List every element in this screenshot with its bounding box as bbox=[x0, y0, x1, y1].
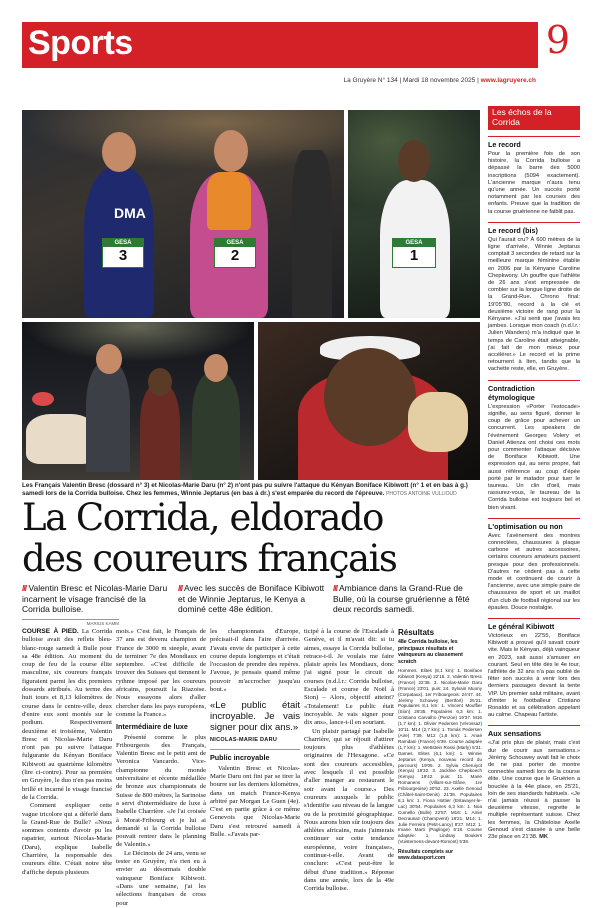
section-banner bbox=[22, 22, 538, 68]
caption-text: Les Français Valentin Bresc (dossard n° 3) et Nicolas-Marie Daru (n° 2) n'ont pas pu suivre l'attaque du Kényan Boniface Kibiwott (n° 1 et en bas à g.) samedi lors de la Corrida bulloise. Chez les femmes, Winnie Jeptarus (en bas à dr.) s'est emparée du record de l'épreuve. bbox=[22, 482, 468, 497]
issue-meta-text: La Gruyère N° 134 | Mardi 18 novembre 2025 | bbox=[343, 77, 481, 84]
page-number: 9 bbox=[545, 18, 571, 62]
echo-text: Qui l'aurait cru? À 600 mètres de la ligne d'arrivée, Winnie Jeptarus comptait 3 secondes de retard sur la meilleure marque féminine établie en 2006 par la Kényane Caroline Chepkwony. Un gouffre que l'athlète de 26 ans s'est empressée de combler sur la longue ligne droite de la Grand-Rue. Chrono final: 19'05''80, record à la clé et deuxième victoire de rang pour la Kényane. «J'ai senti que j'avais les jambes. Lorsque mon coach (n.d.l.r.: Julien Wanders) m'a indiqué que le temps de Caroline était atteignable, j'ai fait de mon mieux pour accélérer.» Le record et la prime retournent à Iten, tandis que la vachette reste, elle, en Gruyère. bbox=[488, 236, 580, 373]
subhead-marker: /// bbox=[178, 583, 183, 593]
article-headline bbox=[22, 497, 482, 579]
echo-text: L'expression «Porter l'estocade» signifie, au sens figuré, donner le coup de grâce pour achever un concurrent. Les speakers de l'événement Georges Volery et Daniel Atienza ont choisi ces mots pour commenter l'attaque décisive de Boniface Kibiwott. Une expression qui, au sens propre, fait aussi référence au coup d'épée porté par le matador pour tuer le taureau. Un clin d'œil, mais rassurez-vous, le taureau de la Corrida bulloise est toujours bel et bien vivant. bbox=[488, 403, 580, 511]
echo-heading: Contradiction étymologique bbox=[488, 380, 580, 402]
headline-line-2: des coureurs français bbox=[22, 537, 397, 580]
bib-number: 1 bbox=[409, 247, 419, 264]
results-title: Résultats bbox=[398, 628, 435, 637]
sidebar-echos bbox=[488, 106, 580, 888]
paragraph: Le Décinois de 24 ans, venu se tester en Gruyère, n'a rien eu à envier au désormais double vainqueur Boniface Kibiwott. «Dans une semaine, j'ai les sélections françaises de cross pour bbox=[116, 849, 206, 907]
photo-runners-race bbox=[22, 110, 344, 318]
intertitle: Public incroyable bbox=[210, 753, 270, 763]
photo-kibiwott bbox=[348, 110, 480, 318]
bib-brand: GESA bbox=[393, 239, 435, 247]
echo-item bbox=[488, 618, 580, 719]
paragraph: Un plaisir partagé par Isabelle Charrière, qui se réjouit d'attirer toujours plus d'athlètes originaires de l'Hexagone. «Ce sont des coureurs accessibles, avec lesquels il est possible d'aller manger au restaurant le soir avant la course.» Des coureurs auxquels le public s'identifie «au niveau de la langue ou de la proximité géographique. Nous aurons bien sûr toujours des athlètes africains, mais j'aimerais continuer sur cette tendance européenne, voire française», continue-t-elle. Avant de conclure: «C'est peut-être le début d'une tradition.» Réponse dans une année, lors de la 49e Corrida bulloise. bbox=[304, 727, 394, 893]
photo-credit: PHOTOS ANTOINE VULLIOUD bbox=[386, 491, 457, 497]
subhead-3 bbox=[333, 583, 483, 615]
echo-heading: Le record bbox=[488, 136, 580, 149]
quote-text: «Le public était incroyable. Je vais signer pour dix ans.» bbox=[210, 700, 300, 734]
bib-number: 3 bbox=[118, 247, 128, 264]
echo-signature: MK bbox=[539, 834, 548, 841]
body-column-3 bbox=[210, 628, 300, 884]
body-column-1 bbox=[22, 628, 112, 884]
subhead-1 bbox=[22, 583, 172, 615]
sidebar-title: Les échos de la Corrida bbox=[488, 106, 580, 130]
page-header bbox=[22, 18, 578, 84]
results-box bbox=[398, 628, 482, 886]
bib-brand: GESA bbox=[215, 239, 255, 247]
subhead-text: Ambiance dans la Grand-Rue de Bulle, où la course gruérienne a fêté deux records samedi. bbox=[333, 583, 470, 614]
subhead-2 bbox=[178, 583, 328, 615]
echo-item bbox=[488, 136, 580, 216]
echo-text: Avec l'avènement des montres connectées, chaussures à plaque carbone et autres accessoires, certains coureurs amateurs passent presque pour des professionnels. D'autres ne cèdent pas à cette mode et continuent de courir à l'ancienne, avec une simple paire de chaussures de sport et un maillot d'un club de football régional sur les épaules. Douce nostalgie. bbox=[488, 532, 580, 611]
results-footer: Résultats complets sur www.datasport.com bbox=[398, 849, 454, 862]
headline-line-1: La Corrida, eldorado bbox=[22, 496, 383, 539]
results-text: Hommes. Elites (8,1 km): 1. Boniface Kibiwott (Kenya) 22'15. 2. Valentin Bresc (France) 22'38. 3. Nicolas-Marie Daru (France) 23'01. puis: 24. Sylvain Muony (Corpataux). 1er Fribourgeois: 24'47. 44. Jérémy Schowey (Bertfort) 25'21. Populaires 8,1 km: 1. Vincent Mouffier (Sion) 26'35. Populaires 6,3 km: 1. Cristiano Carvalho (Penzoe) 19'37. M16 (1,7 km): 1. Olivier Pedersen (Vérossaz) 10'11. M14 (2,7 km): 1. Tomás Pedersen (Aire) 7'39. M12 (1,8 km): 1. Anaé Ramdani (France) 6'39. Course adaptée (1,7 km): 1. Wettstein Rossi (Marly) 5'31. Dames. Elites (6,1 km): 1. Winnie Jeptarus (Kenya, nouveau record du parcours) 19'05. 2. Sylvia Cheruiyot (Kenya) 19'32. 3. Jackline Chepkoech (Kenya) 19'42. puis: 11. Marie Romanens (Villars-sur-Glâne, 1re Fribourgeoise) 20'52. 23. Axelle Genoud (Châtel-Saint-Denis) 21'38. Populaires 8,1 km: 1. Fiona Hottier (Estavayer-le-Lac) 30'54. Populaires 6,3 km: 1. Noa Cumello (Bulle) 22'57. M16: 1. Amie Decrausaz (Champvent) 18'21. M14: 1. Julie Ferreira (Petit-Lancy) 8'27. M12: 1. Imane Marti (Paglinge) 6'18. Course adaptée: 1. Lindsay Boukers (Vuisternens-devant-Romont) 5'38. bbox=[398, 668, 482, 845]
site-link[interactable]: www.lagruyere.ch bbox=[480, 77, 536, 84]
section-title: Sports bbox=[28, 24, 133, 62]
echo-item bbox=[488, 518, 580, 612]
quote-author: NICOLAS-MARIE DARU bbox=[210, 737, 278, 744]
echo-heading: L'optimisation ou non bbox=[488, 518, 580, 531]
echo-item bbox=[488, 725, 580, 841]
paragraph: mois.» C'est fait, le Français de 37 ans est devenu champion de France de 3000 m steeple, avant de terminer 7e des Mondiaux en septembre. «C'est difficile de trouver des Suisses qui tiennent le rythme imposé par les coureurs africains, poursuit la Riazoise. Nous essayons alors d'aller chercher dans les pays européens, comme la France.» bbox=[116, 628, 206, 718]
byline: MARIUS KAMM bbox=[22, 619, 119, 626]
bib-3 bbox=[102, 238, 144, 268]
subhead-text: Avec les succès de Boniface Kibiwott et de Winnie Jeptarus, le Kenya a dominé cette 48e édition. bbox=[178, 583, 325, 614]
paragraph-text: La Corrida bulloise avait des reflets bleu-blanc-rouge samedi à Bulle pour sa 48e édition. Au moment du coup de feu de la course élite masculine, six coureurs français figuraient parmi les dix premiers dossards attribués. Au terme des huit tours et 8,13 kilomètres de course dans le centre-ville, deux d'entre eux sont montés sur le podium. Respectivement deuxième et troisième, Valentin Bresc et Nicolas-Marie Daru n'ont pas pu suivre l'attaque fulgurante du Kényan Boniface Kibiwott au quatrième kilomètre (lire ci-contre). Pour sa première en Gruyère, le duo n'en pas moins brillé et incarné le visage francisé de la Corrida. bbox=[22, 628, 113, 801]
intertitle: Intermédiaire de luxe bbox=[116, 722, 188, 732]
pull-quote bbox=[210, 700, 300, 750]
bib-1 bbox=[392, 238, 436, 268]
subhead-text: Valentin Bresc et Nicolas-Marie Daru incarnent le visage francisé de la Corrida bulloise. bbox=[22, 583, 168, 614]
bib-brand: GESA bbox=[103, 239, 143, 247]
echo-heading: Aux sensations bbox=[488, 725, 580, 738]
paragraph: les championnats d'Europe, précisait-il dans l'aire d'arrivée. J'avais envie de participer à cette course depuis longtemps et c'était l'occasion de prendre des repères. J'avoue, je pensais quand même pouvoir m'accrocher jusqu'au bout.» bbox=[210, 628, 300, 694]
echo-heading: Le record (bis) bbox=[488, 222, 580, 235]
echo-text-wrap bbox=[488, 740, 580, 841]
body-column-2 bbox=[116, 628, 206, 907]
bib-number: 2 bbox=[230, 247, 240, 264]
paragraph: Comment expliquer cette vague tricolore qui a déferlé dans la Grand-Rue de Bulle? «Nous sommes contents d'avoir pu les rapatrier, surtout Nicolas-Marie (Daru), explique Isabelle Charrière, la responsable des coureurs élite. C'était notre tête d'affiche depuis plusieurs bbox=[22, 802, 112, 876]
echo-item bbox=[488, 222, 580, 374]
bib-2 bbox=[214, 238, 256, 268]
echo-heading: Le général Kibiwott bbox=[488, 618, 580, 631]
echo-text: Victorieux en 22'55, Boniface Kibiwott a prouvé qu'il savait courir vite. Mais le Kényan, déjà vainqueur en 2023, sait aussi s'amuser en courant. Seul en tête dès le 4e tour, l'athlète de 32 ans n'a pas oublié de fêter son succès à venir lors des derniers passages devant la tente VIP. Un premier salut militaire, avant d'imiter le footballeur Cristiano Ronaldo et sa célébration appelant au calme. Chapeau l'artiste. bbox=[488, 632, 580, 719]
paragraph: ticipé à la course de l'Escalade à Genève, et il m'avait dit: si tu aimes, essaye la Corrida bulloise, retrace-t-il. Je voulais me faire plaisir après les Mondiaux, donc j'ai signé pour le circuit de courses (n.d.l.r.: Corrida bulloise, Escalade et course de Noël à Sion) – Alors, objectif atteint? «Totalement! Le public était incroyable. Je vais signer pour dix ans», lance-t-il en souriant. bbox=[304, 628, 394, 727]
lead-kicker: COURSE À PIED. bbox=[22, 628, 79, 635]
subhead-marker: /// bbox=[22, 583, 27, 593]
subhead-marker: /// bbox=[333, 583, 338, 593]
body-column-4 bbox=[304, 628, 394, 893]
paragraph: Valentin Bresc et Nicolas-Marie Daru ont fini par se tirer la bourre sur les derniers kilomètres, dans un match France-Kenya arbitré par Morgan Le Guen (4e). C'est en partie grâce à ce même Genevois que Nicolas-Marie Daru s'est retrouvé samedi à Bulle. «J'avais par- bbox=[210, 764, 300, 839]
results-subtitle: 48e Corrida bulloise, les principaux résultats et vainqueurs au classement scratch bbox=[398, 639, 463, 665]
photo-ceremony-cow bbox=[22, 322, 254, 480]
issue-meta bbox=[343, 77, 536, 84]
echo-text: Pour la première fois de son histoire, la Corrida bulloise a dépassé la barre des 5000 inscriptions (5094 exactement). L'ancienne marque n'aura tenu qu'une année. Un succès porté notamment par les courses des enfants. Preuve que la tradition de la course gruérienne ne faiblit pas. bbox=[488, 151, 580, 215]
echo-text: «J'ai pris plus de plaisir, mais c'est dur de courir aux sensations.» Jérémy Schouwey avait fait le choix de ne pas porter de montre connectée samedi lors de la course élite. Une course que le Gruérien a bouclée à la 44e place, en 25'21, loin de ses standards habituels. «Je n'ai jamais réussi à passer la deuxième vitesse, regrette le multiple représentant suisse. Chez les femmes, la Châteloise Axelle Genoud s'est classée à une belle 23e place en 21'38. bbox=[488, 740, 580, 841]
echo-item bbox=[488, 380, 580, 512]
jersey-logo: DMA bbox=[114, 205, 146, 221]
lead-paragraph bbox=[22, 628, 112, 802]
paragraph: Présenté comme le plus Fribourgeois des Français, Valentin Bresc est le petit ami de Veronica Vancardo. Vice-championne du monde universitaire et récente médaillée de bronze aux championnats de Suisse de 800 mètres, la Sarinoise a servi d'intermédiaire de luxe à Isabelle Charrière. «Je l'ai croisée à Morat-Fribourg et je lui ai demandé si la Corrida bulloise pouvait rentrer dans le planning de Valentin.» bbox=[116, 733, 206, 849]
photo-jeptarus bbox=[258, 322, 480, 480]
